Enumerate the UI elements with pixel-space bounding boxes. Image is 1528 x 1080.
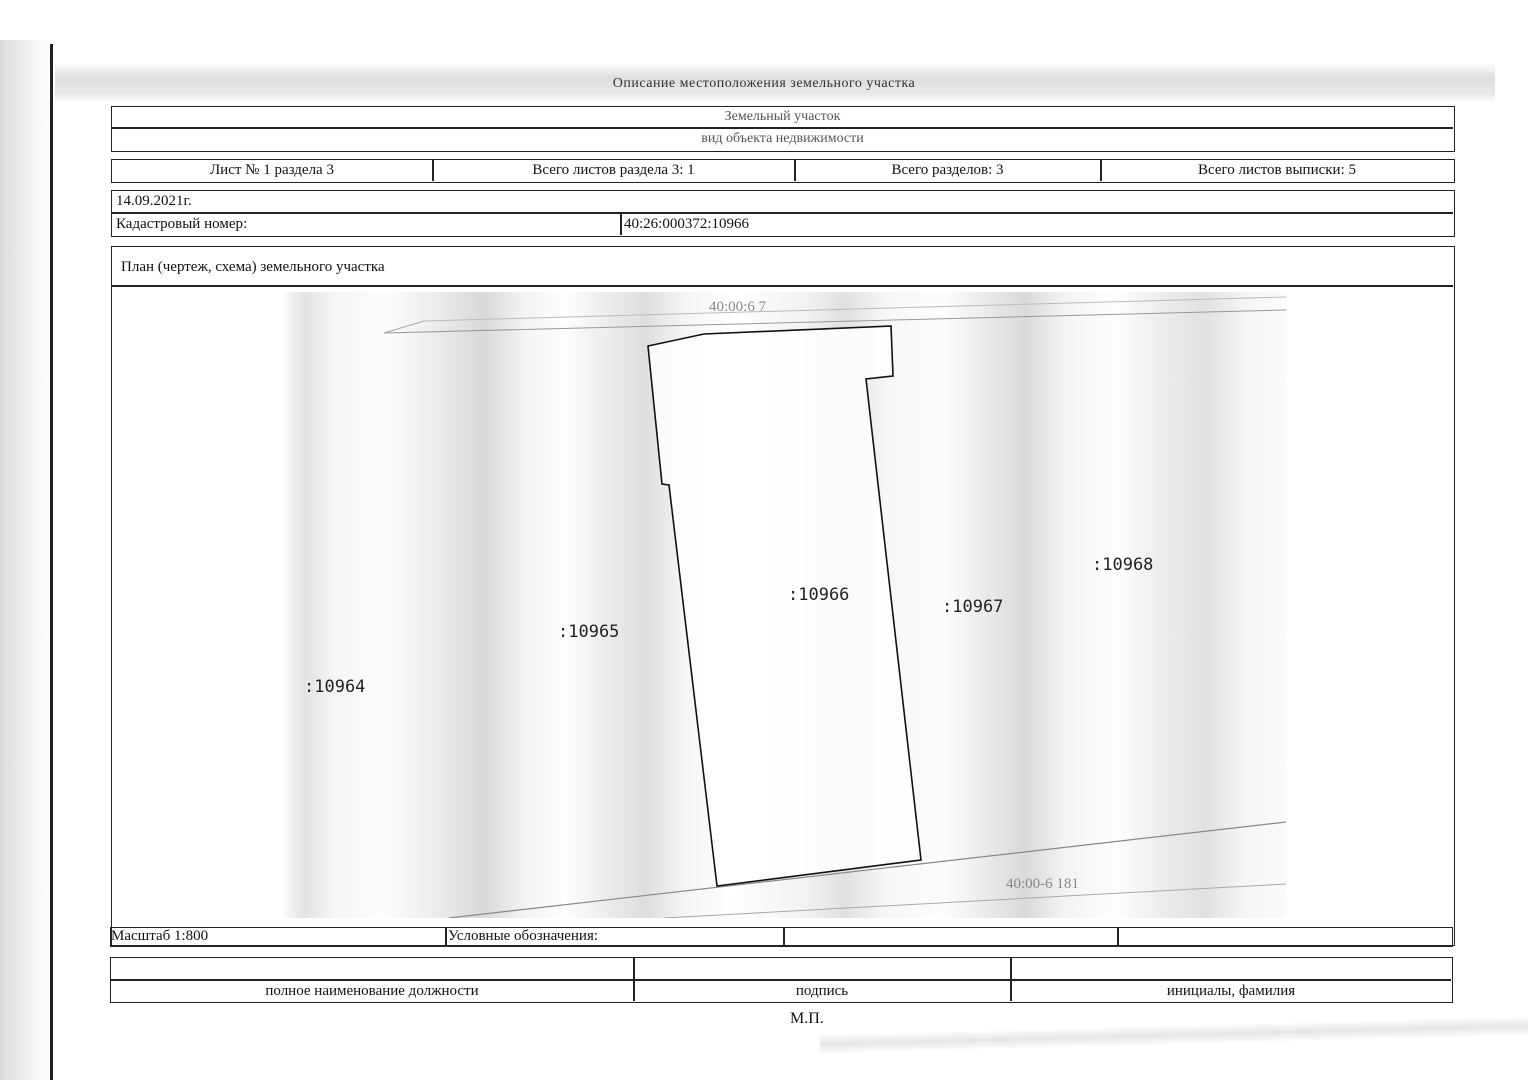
legend-label: Условные обозначения:: [448, 928, 599, 944]
cadastral-label: Кадастровый номер:: [116, 216, 248, 232]
scan-shadow-band-bottom: [820, 1016, 1528, 1055]
legend-row: [110, 927, 1453, 947]
top-boundary-line-2: [424, 297, 1286, 321]
top-parcel-ref: 40:00:6 7: [709, 299, 767, 315]
parcel-label-10968: :10968: [1092, 555, 1154, 575]
record-box: [111, 190, 1455, 237]
object-type: Земельный участок: [724, 109, 841, 124]
parcel-label-10964: :10964: [304, 677, 366, 697]
position-caption: полное наименование должности: [265, 983, 479, 999]
object-type-box: [111, 106, 1455, 152]
top-boundary-line-inner: [384, 321, 424, 333]
plan-heading: План (чертеж, схема) земельного участка: [121, 259, 385, 275]
object-type-caption: вид объекта недвижимости: [701, 131, 864, 146]
scan-shadow-edge: [0, 40, 55, 1080]
total-sections: Всего разделов: 3: [891, 162, 1004, 178]
parcel-label-10965: :10965: [558, 622, 620, 642]
sheet-info-row: [111, 159, 1455, 183]
plan-map: [284, 292, 1286, 918]
scan-page-edge: [50, 44, 53, 1080]
signature-caption: подпись: [795, 983, 849, 999]
bottom-boundary-line-2: [664, 884, 1286, 918]
stamp-label: М.П.: [790, 1010, 824, 1027]
parcel-10966-outline: [648, 326, 921, 886]
total-sheets-extract: Всего листов выписки: 5: [1198, 162, 1356, 178]
name-caption: инициалы, фамилия: [1166, 983, 1296, 999]
cadastral-number: 40:26:000372:10966: [624, 216, 750, 232]
record-date: 14.09.2021г.: [116, 193, 192, 209]
parcel-label-10967: :10967: [942, 597, 1004, 617]
total-sheets-section: Всего листов раздела 3: 1: [532, 162, 695, 178]
bottom-parcel-ref: 40:00-6 181: [1006, 876, 1079, 892]
document-title: Описание местоположения земельного участка: [612, 76, 916, 91]
sheet-number: Лист № 1 раздела 3: [210, 162, 334, 178]
parcel-label-10966: :10966: [788, 585, 850, 605]
map-scale: Масштаб 1:800: [111, 928, 209, 944]
signature-block: [110, 957, 1453, 1003]
